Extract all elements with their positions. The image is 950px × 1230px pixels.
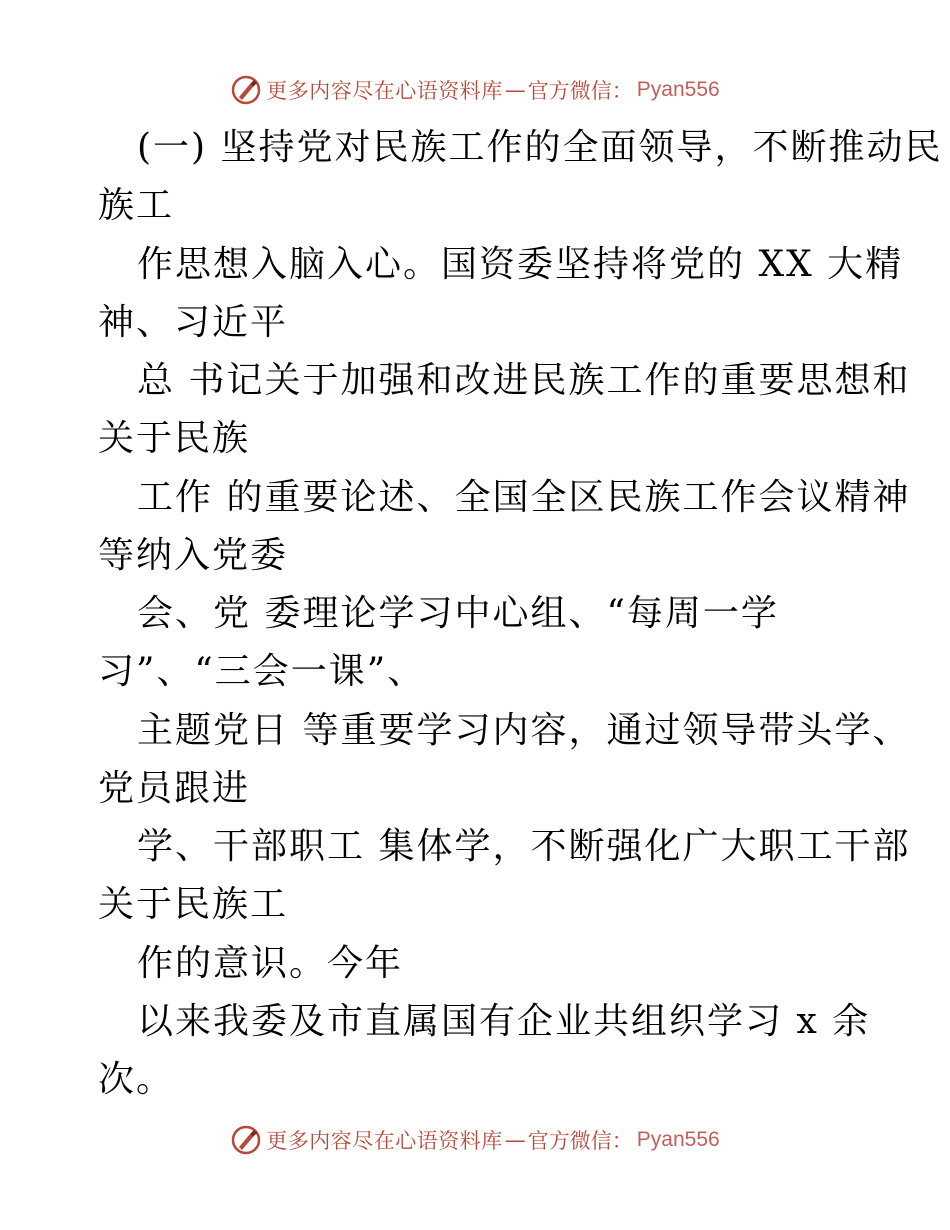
paragraph-line: 学、干部职工 集体学，不断强化广大职工干部 — [137, 826, 911, 867]
paragraph-line: 习”、“三会一课”、 — [98, 651, 426, 692]
paragraph-line: 工作 的重要论述、全国全区民族工作会议精神 — [137, 477, 911, 518]
paragraph-line: 党员跟进 — [98, 768, 251, 809]
header-banner — [0, 70, 950, 110]
paragraph-line: 族工 — [98, 185, 175, 226]
banner-label: 官方微信： — [527, 79, 633, 103]
paragraph-line: 会、党 委理论学习中心组、“每周一学 — [137, 593, 779, 634]
paragraph-line: 关于民族工 — [98, 884, 289, 925]
banner-label: 官方微信： — [527, 1129, 633, 1153]
paragraph-line: 总 书记关于加强和改进民族工作的重要思想和 — [137, 360, 911, 401]
banner-separator: — — [504, 1128, 526, 1152]
paragraph-line: 以来我委及市直属国有企业共组织学习 x 余 — [137, 1001, 871, 1042]
paragraph-line: 作思想入脑入心。国资委坚持将党的 XX 大精 — [137, 244, 904, 285]
paragraph-line: 关于民族 — [98, 418, 251, 459]
banner-title: 更多内容尽在心语资料库 — [266, 1129, 503, 1153]
paragraph-line: 作的意识。今年 — [137, 943, 404, 984]
pen-logo-icon — [230, 1124, 262, 1156]
banner-title: 更多内容尽在心语资料库 — [266, 79, 503, 103]
footer-banner — [0, 1120, 950, 1160]
paragraph-line: (一) 坚持党对民族工作的全面领导，不断推动民 — [137, 127, 943, 168]
banner-separator: — — [504, 78, 526, 102]
paragraph-line: 次。 — [98, 1059, 175, 1100]
paragraph-line: 等纳入党委 — [98, 535, 289, 576]
paragraph-line: 主题党日 等重要学习内容，通过领导带头学、 — [137, 710, 911, 751]
wechat-id: Pyan556 — [636, 78, 720, 101]
pen-logo-icon — [230, 74, 262, 106]
wechat-id: Pyan556 — [636, 1128, 720, 1151]
paragraph-line: 神、习近平 — [98, 302, 289, 343]
